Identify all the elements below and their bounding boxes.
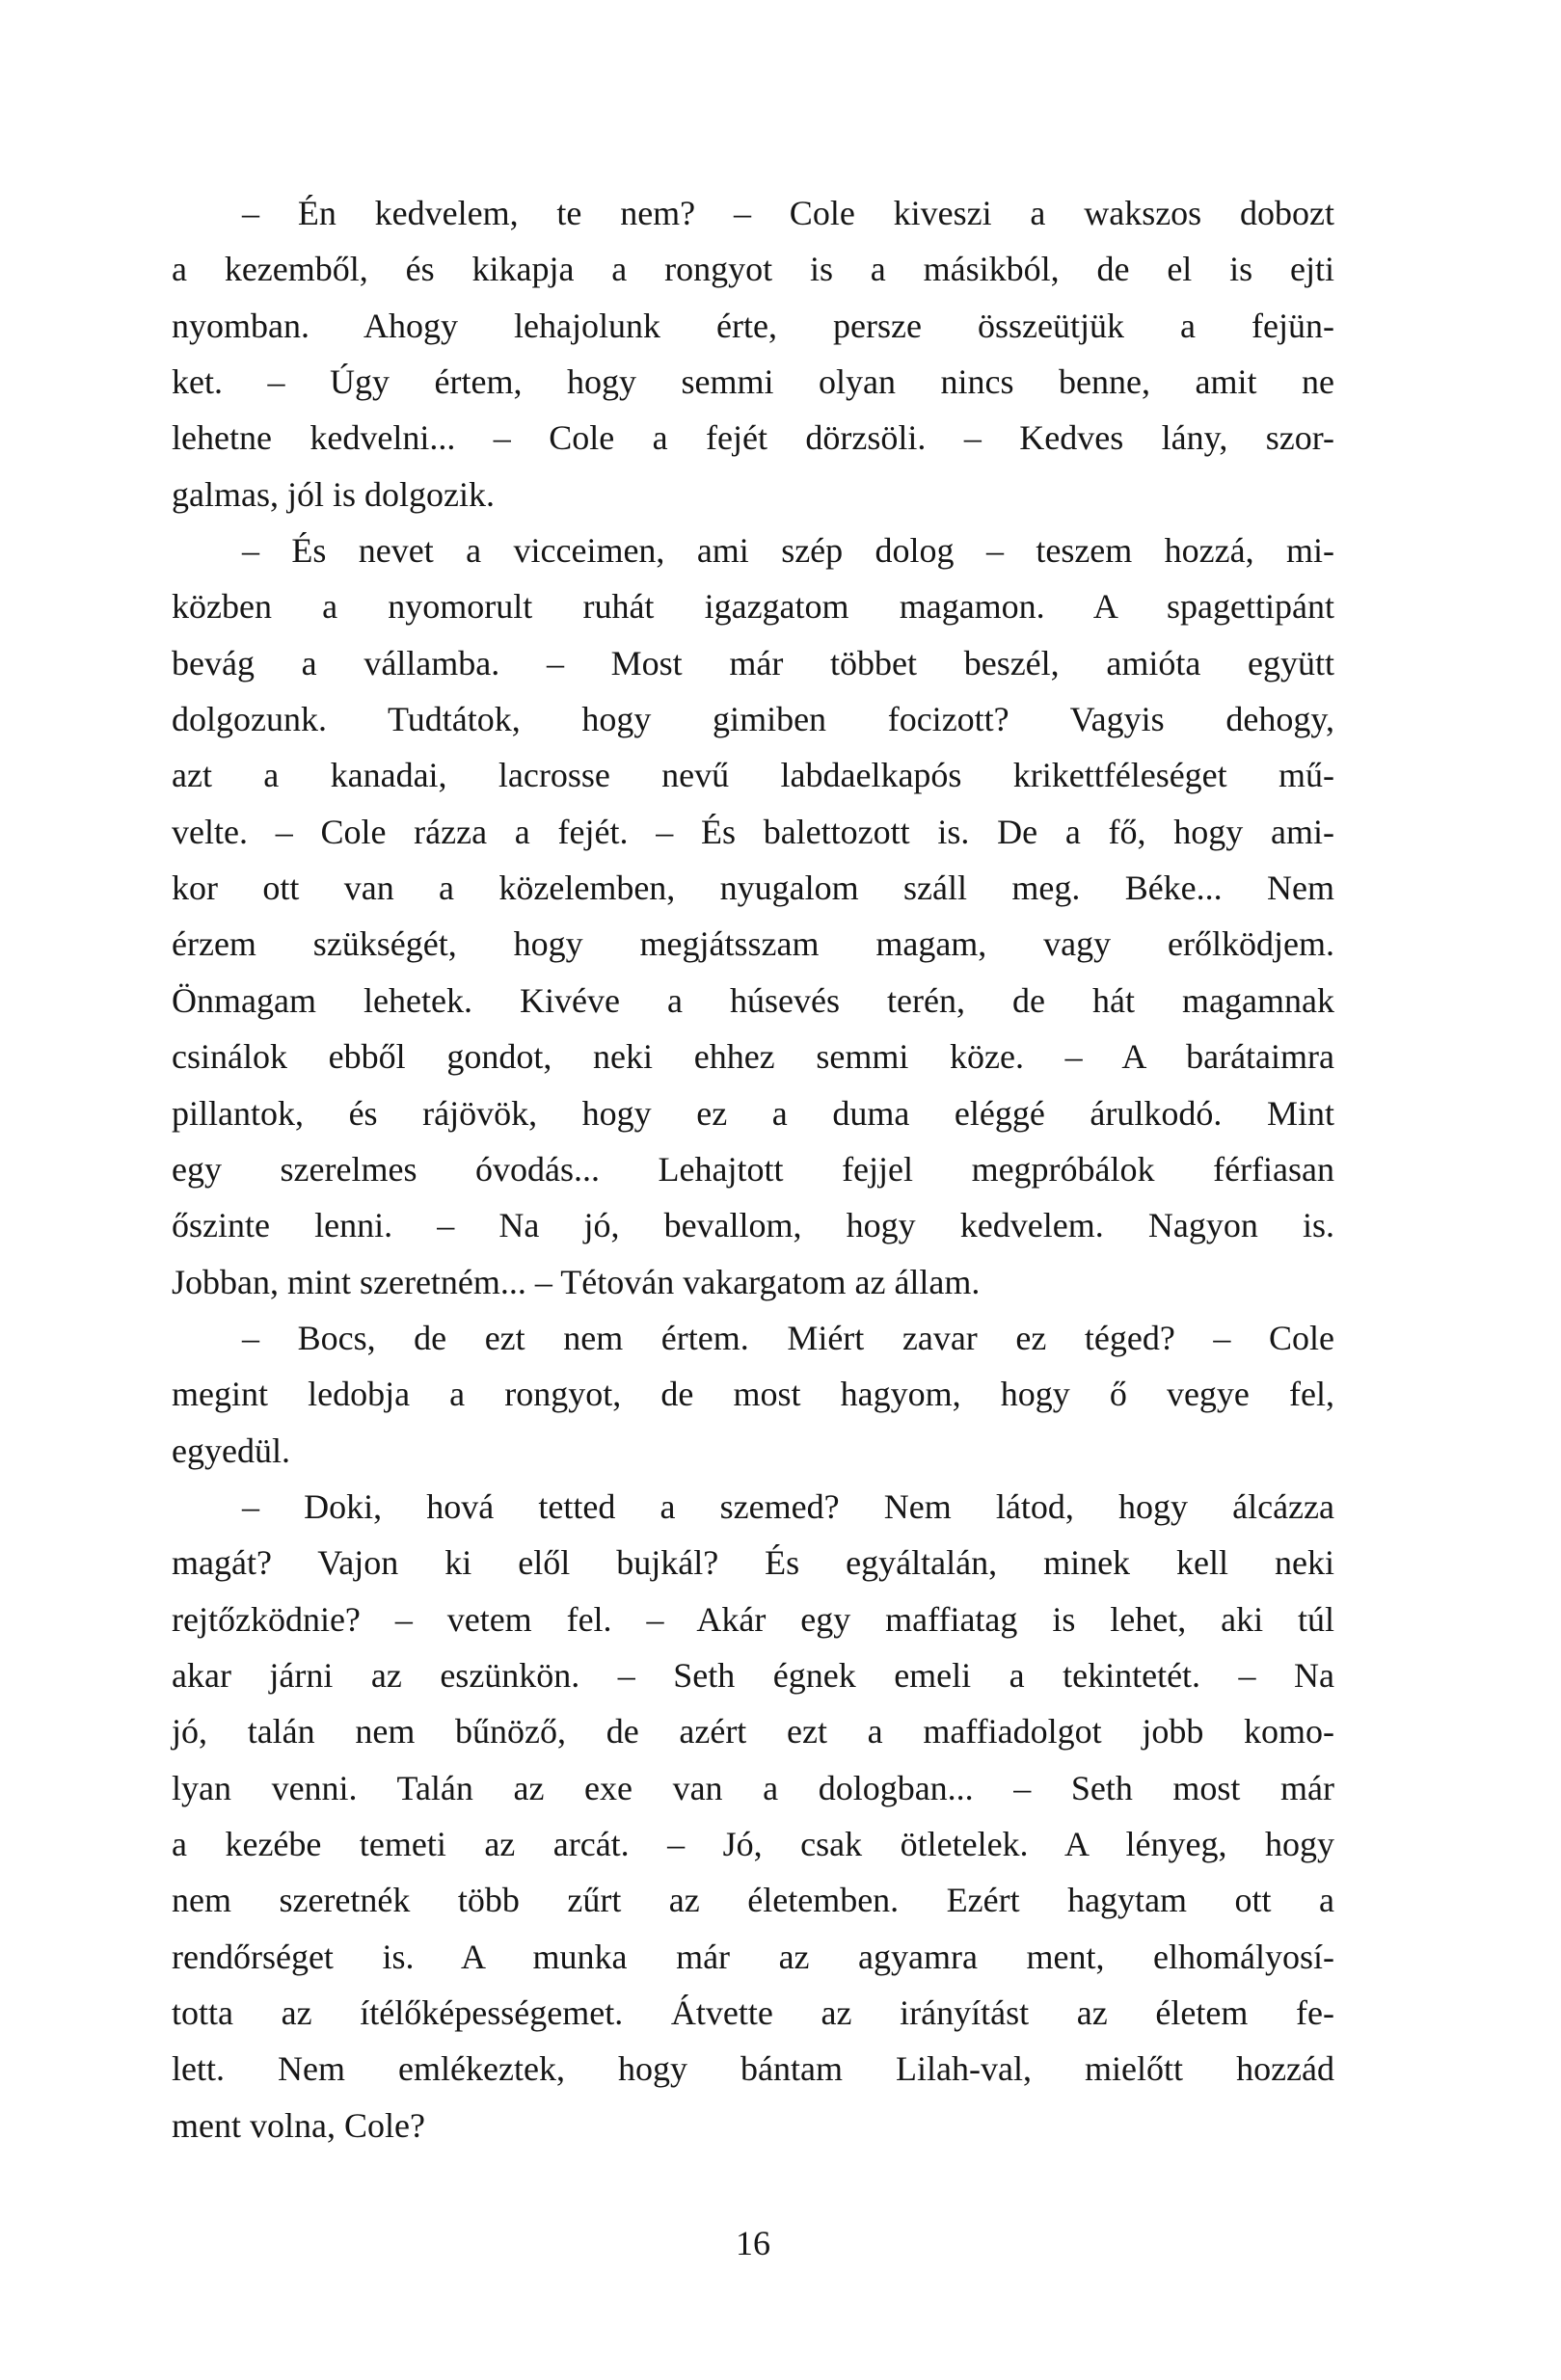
text-line: bevág a vállamba. – Most már többet beszél, amióta együtt [172, 643, 1334, 682]
paragraph [172, 185, 1334, 522]
text-line: rendőrséget is. A munka már az agyamra ment, elhomályosí- [172, 1937, 1334, 1976]
text-line: őszinte lenni. – Na jó, bevallom, hogy kedvelem. Nagyon is. [172, 1206, 1334, 1245]
text-line: – Bocs, de ezt nem értem. Miért zavar ez téged? – Cole [242, 1318, 1334, 1357]
page-number: 16 [736, 2224, 770, 2262]
text-line: lehetne kedvelni... – Cole a fejét dörzsöli. – Kedves lány, szor- [172, 418, 1334, 458]
text-line: totta az ítélőképességemet. Átvette az irányítást az életem fe- [172, 1993, 1334, 2032]
text-line: Önmagam lehetek. Kivéve a húsevés terén, de hát magamnak [172, 980, 1334, 1020]
text-line: – Doki, hová tetted a szemed? Nem látod, hogy álcázza [242, 1486, 1334, 1526]
text-line: magát? Vajon ki elől bujkál? És egyáltalán, minek kell neki [172, 1543, 1334, 1583]
text-line: nem szeretnék több zűrt az életemben. Ezért hagytam ott a [172, 1881, 1334, 1920]
text-line: akar járni az eszünkön. – Seth égnek emeli a tekintetét. – Na [172, 1655, 1334, 1695]
text-line: pillantok, és rájövök, hogy ez a duma eléggé árulkodó. Mint [172, 1093, 1334, 1133]
text-line: egy szerelmes óvodás... Lehajtott fejjel megpróbálok férfiasan [172, 1149, 1334, 1189]
text-line: lyan venni. Talán az exe van a dologban... – Seth most már [172, 1768, 1334, 1807]
text-line: dolgozunk. Tudtátok, hogy gimiben focizott? Vagyis dehogy, [172, 700, 1334, 739]
text-line: egyedül. [172, 1431, 290, 1470]
paragraph [172, 1479, 1334, 2153]
text-line: érzem szükségét, hogy megjátsszam magam, vagy erőlködjem. [172, 924, 1334, 964]
text-line: Jobban, mint szeretném... – Tétován vakargatom az állam. [172, 1262, 981, 1301]
text-line: galmas, jól is dolgozik. [172, 474, 495, 514]
text-line: lett. Nem emlékeztek, hogy bántam Lilah-val, mielőtt hozzád [172, 2049, 1334, 2089]
text-line: közben a nyomorult ruhát igazgatom magamon. A spagettipánt [172, 587, 1334, 627]
paragraph [172, 522, 1334, 1310]
paragraph [172, 1310, 1334, 1479]
text-line: ket. – Úgy értem, hogy semmi olyan nincs benne, amit ne [172, 362, 1334, 402]
text-line: ment volna, Cole? [172, 2105, 425, 2145]
text-line: – És nevet a vicceimen, ami szép dolog – teszem hozzá, mi- [242, 531, 1334, 571]
text-line: jó, talán nem bűnöző, de azért ezt a maffiadolgot jobb komo- [172, 1712, 1334, 1752]
text-line: azt a kanadai, lacrosse nevű labdaelkapós krikettféleséget mű- [172, 756, 1334, 795]
text-line: a kezébe temeti az arcát. – Jó, csak ötletelek. A lényeg, hogy [172, 1824, 1334, 1863]
text-line: a kezemből, és kikapja a rongyot is a másikból, de el is ejti [172, 250, 1334, 289]
text-line: kor ott van a közelemben, nyugalom száll meg. Béke... Nem [172, 869, 1334, 908]
text-line: csinálok ebből gondot, neki ehhez semmi köze. – A barátaimra [172, 1037, 1334, 1077]
text-line: velte. – Cole rázza a fejét. – És balettozott is. De a fő, hogy ami- [172, 812, 1334, 851]
text-block [172, 185, 1334, 2153]
text-line: – Én kedvelem, te nem? – Cole kiveszi a wakszos dobozt [242, 194, 1334, 232]
text-line: megint ledobja a rongyot, de most hagyom, hogy ő vegye fel, [172, 1375, 1334, 1414]
text-line: rejtőzködnie? – vetem fel. – Akár egy maffiatag is lehet, aki túl [172, 1599, 1334, 1639]
text-line: nyomban. Ahogy lehajolunk érte, persze összeütjük a fejün- [172, 306, 1334, 345]
